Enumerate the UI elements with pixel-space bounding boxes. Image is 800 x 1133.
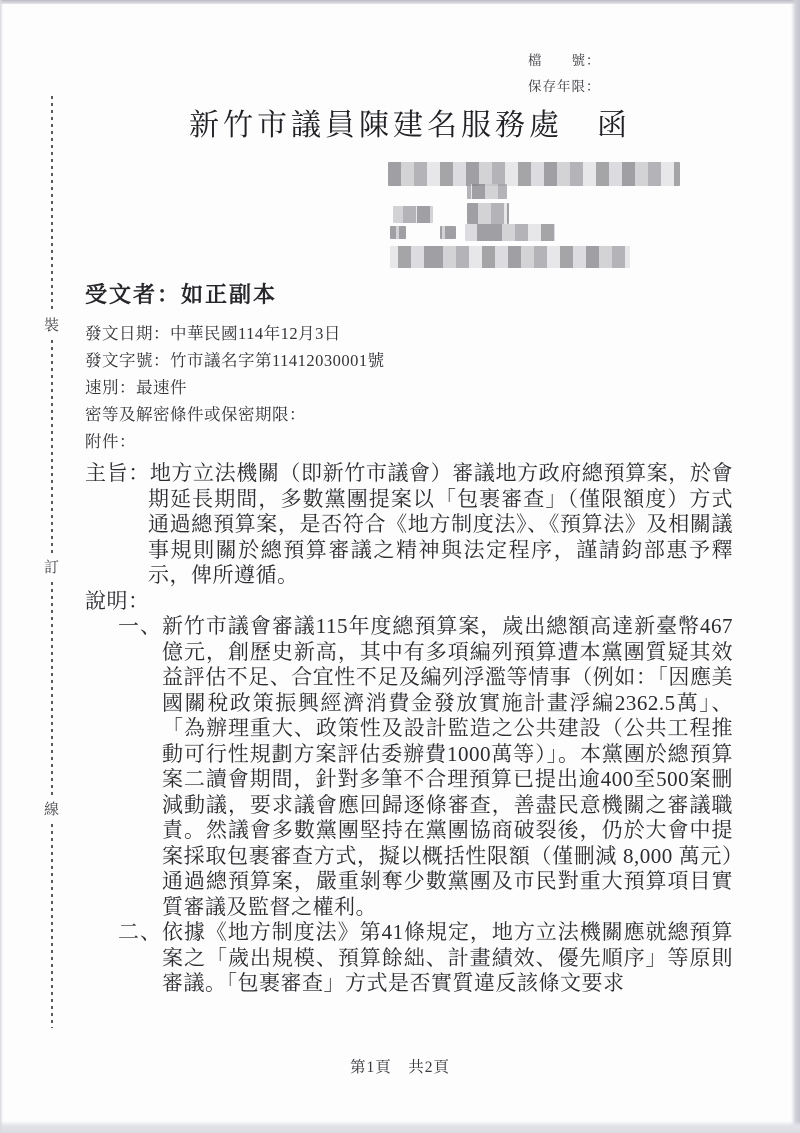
redacted-line	[388, 162, 680, 186]
speed-line: 速別：最速件	[85, 378, 187, 397]
redacted-line	[393, 206, 433, 223]
meta-block	[85, 320, 385, 455]
subject-text: 地方立法機關（即新竹市議會）審議地方政府總預算案，於會期延長期間，多數黨團提案以「包裹審查」（僅限額度）方式通過總預算案，是否符合《地方制度法》、《預算法》及相關議事規則關於總預算審議之精神與法定程序，謹請鈞部惠予釋示，俾所遵循。	[148, 461, 733, 587]
document-body	[85, 461, 733, 997]
scan-edge-left	[0, 0, 3, 1133]
file-header-block	[528, 48, 601, 100]
security-line: 密等及解密條件或保密期限：	[85, 405, 306, 424]
item-number: 一、	[118, 614, 162, 638]
item-number: 二、	[118, 920, 162, 944]
recipient-line: 受文者：如正副本	[85, 282, 278, 307]
subject-paragraph	[85, 461, 733, 589]
scan-edge-right	[791, 0, 800, 1133]
retention-period-label: 保存年限：	[528, 79, 601, 94]
doc-number-line: 發文字號：竹市議名字第11412030001號	[85, 351, 385, 370]
scan-edge-top	[0, 0, 800, 4]
redacted-line	[390, 246, 630, 268]
page-number-footer: 第1頁 共2頁	[349, 1059, 450, 1076]
explanation-item-1	[118, 614, 733, 920]
redacted-line	[467, 203, 509, 224]
file-number-label: 檔 號：	[528, 53, 601, 68]
binding-dotted-line-segment	[51, 582, 53, 796]
redacted-line	[465, 224, 555, 241]
item-text: 依據《地方制度法》第41條規定，地方立法機關應就總預算案之「歲出規模、預算餘絀、計畫績效、優先順序」等原則審議。「包裹審查」方式是否實質違反該條文要求	[161, 920, 734, 995]
scan-edge-bottom	[0, 1121, 800, 1133]
binding-dotted-line-segment	[51, 824, 53, 1028]
binding-dotted-line-segment	[51, 96, 53, 310]
redacted-line	[440, 226, 456, 239]
explanation-item-2	[118, 920, 733, 997]
document-title: 新竹市議員陳建名服務處 函	[189, 109, 631, 142]
subject-label: 主旨：	[85, 461, 150, 485]
binding-mark-zhuang: 裝	[44, 318, 60, 334]
item-text: 新竹市議會審議115年度總預算案，歲出總額高達新臺幣467 億元，創歷史新高，其中有多項編列預算遭本黨團質疑其效益評估不足、合宜性不足及編列浮濫等情事（例如：「因應美國關稅政策振興經濟消費金發放實施計畫浮編2362.5萬」、「為辦理重大、政策性及設計監造之公共建設（公共工程推動可行性規劃方案評估委辦費1000萬等）」。本黨團於總預算案二讀會期間，針對多筆不合理預算已提出逾400至500案刪減動議，要求議會應回歸逐條審查，善盡民意機關之審議職責。然議會多數黨團堅持在黨團協商破裂後，仍於大會中提案採取包裹審查方式，擬以概括性限額（僅刪減 8,000 萬元）通過總預算案，嚴重剝奪少數黨團及市民對重大預算項目實質審議及監督之權利。	[161, 614, 734, 919]
binding-mark-xian: 線	[44, 802, 60, 818]
redacted-line	[467, 184, 507, 199]
binding-mark-ding: 訂	[44, 560, 60, 576]
attachment-line: 附件：	[85, 432, 136, 451]
binding-dotted-line-segment	[51, 340, 53, 554]
explanation-label: 說明：	[85, 588, 150, 613]
issue-date-line: 發文日期：中華民國114年12月3日	[85, 324, 341, 343]
redacted-line	[390, 226, 406, 239]
